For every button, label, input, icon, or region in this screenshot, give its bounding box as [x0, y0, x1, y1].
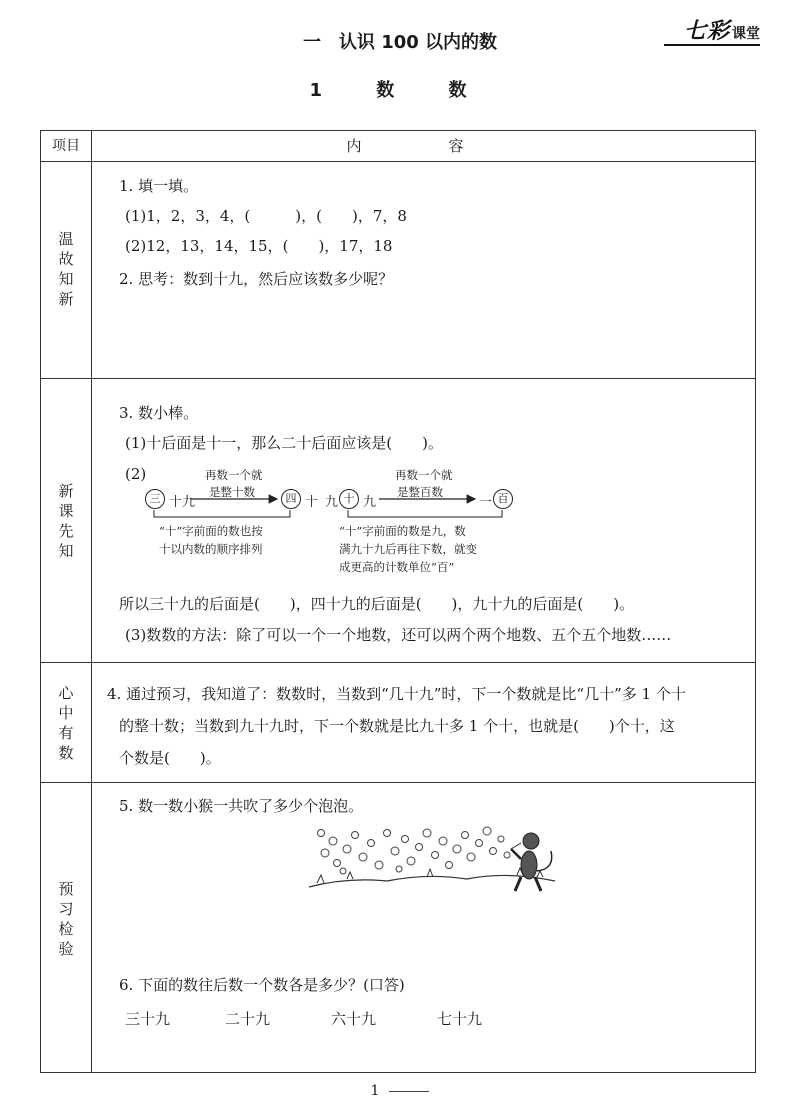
- q3-part2-label: (2): [125, 465, 147, 483]
- q5-title: 5. 数一数小猴一共吹了多少个泡泡。: [119, 797, 364, 815]
- q4-line3: 个数是( )。: [119, 749, 221, 767]
- q4-line1: 4. 通过预习，我知道了：数数时，当数到“几十九”时，下一个数就是比“几十”多 1 个十: [107, 685, 686, 703]
- bracket-2: [348, 510, 502, 517]
- q1-title: 1. 填一填。: [119, 177, 199, 195]
- note1-line1: “十”字前面的数也按: [159, 524, 263, 538]
- q6-item-1: 三十九: [125, 1010, 171, 1028]
- page-number-dash: [389, 1091, 429, 1092]
- arrow1-top-label: 再数一个就: [205, 468, 263, 482]
- bracket-1: [154, 510, 290, 517]
- section-divider-3: [41, 782, 755, 783]
- note2-line1: “十”字前面的数是九，数: [339, 524, 466, 538]
- q4-line2: 的整十数；当数到九十九时，下一个数就是比九十多 1 个十，也就是( )个十，这: [119, 717, 675, 735]
- brand-name: 七彩: [683, 19, 730, 44]
- note2-line3: 成更高的计数单位“百”: [339, 560, 455, 574]
- q6-title: 6. 下面的数往后数一个数各是多少？(口答): [119, 976, 405, 994]
- diagram-text-jiu-b: 九: [363, 495, 377, 510]
- q3-line3: (3)数数的方法：除了可以一个一个地数，还可以两个两个地数、五个五个地数……: [125, 626, 672, 644]
- diagram-text-yi: 一: [479, 495, 493, 510]
- q3-so-line: 所以三十九的后面是( )，四十九的后面是( )，九十九的后面是( )。: [119, 595, 635, 613]
- diagram-text-shijiu: 十九: [169, 495, 196, 510]
- q3-title: 3. 数小棒。: [119, 404, 199, 422]
- section-label-new-lesson: 新 课 先 知: [58, 482, 74, 560]
- monkey-bubbles-illustration: [307, 821, 557, 896]
- circle-shi: 十: [339, 489, 359, 509]
- diagram-text-shi: 十: [305, 495, 319, 510]
- q1-line1: (1)1，2，3，4，( )，( )，7，8: [125, 207, 407, 225]
- circle-bai: 百: [493, 489, 513, 509]
- circle-san: 三: [145, 489, 165, 509]
- q6-item-2: 二十九: [225, 1010, 271, 1028]
- arrow2-top-label: 再数一个就: [395, 468, 453, 482]
- worksheet-table: [40, 130, 756, 1073]
- header-item: 项目: [52, 138, 80, 154]
- section-label-review: 温 故 知 新: [58, 230, 74, 308]
- unit-title: 一 认识 100 以内的数: [302, 32, 498, 53]
- page-number: [0, 1083, 800, 1099]
- arrow1-bottom-label: 是整十数: [209, 485, 255, 499]
- q2-title: 2. 思考：数到十九，然后应该数多少呢？: [119, 270, 394, 288]
- q3-line1: (1)十后面是十一，那么二十后面应该是( )。: [125, 434, 443, 452]
- lesson-title: 1 数 数: [309, 80, 491, 101]
- arrow2-bottom-label: 是整百数: [397, 485, 443, 499]
- diagram-text-jiu-a: 九: [325, 495, 339, 510]
- brand-sub: 课堂: [732, 26, 760, 42]
- section-label-summary: 心 中 有 数: [58, 684, 74, 762]
- section-divider-2: [41, 662, 755, 663]
- circle-si: 四: [281, 489, 301, 509]
- q6-item-3: 六十九: [331, 1010, 377, 1028]
- page-number-value: 1: [370, 1083, 380, 1099]
- q6-item-4: 七十九: [437, 1010, 483, 1028]
- q1-line2: (2)12，13，14，15，( )，17，18: [125, 237, 393, 255]
- header-content: 内 容: [346, 137, 500, 155]
- section-label-check: 预 习 检 验: [58, 880, 74, 958]
- note2-line2: 满九十九后再往下数，就变: [339, 542, 477, 556]
- note1-line2: 十以内数的顺序排列: [159, 542, 263, 556]
